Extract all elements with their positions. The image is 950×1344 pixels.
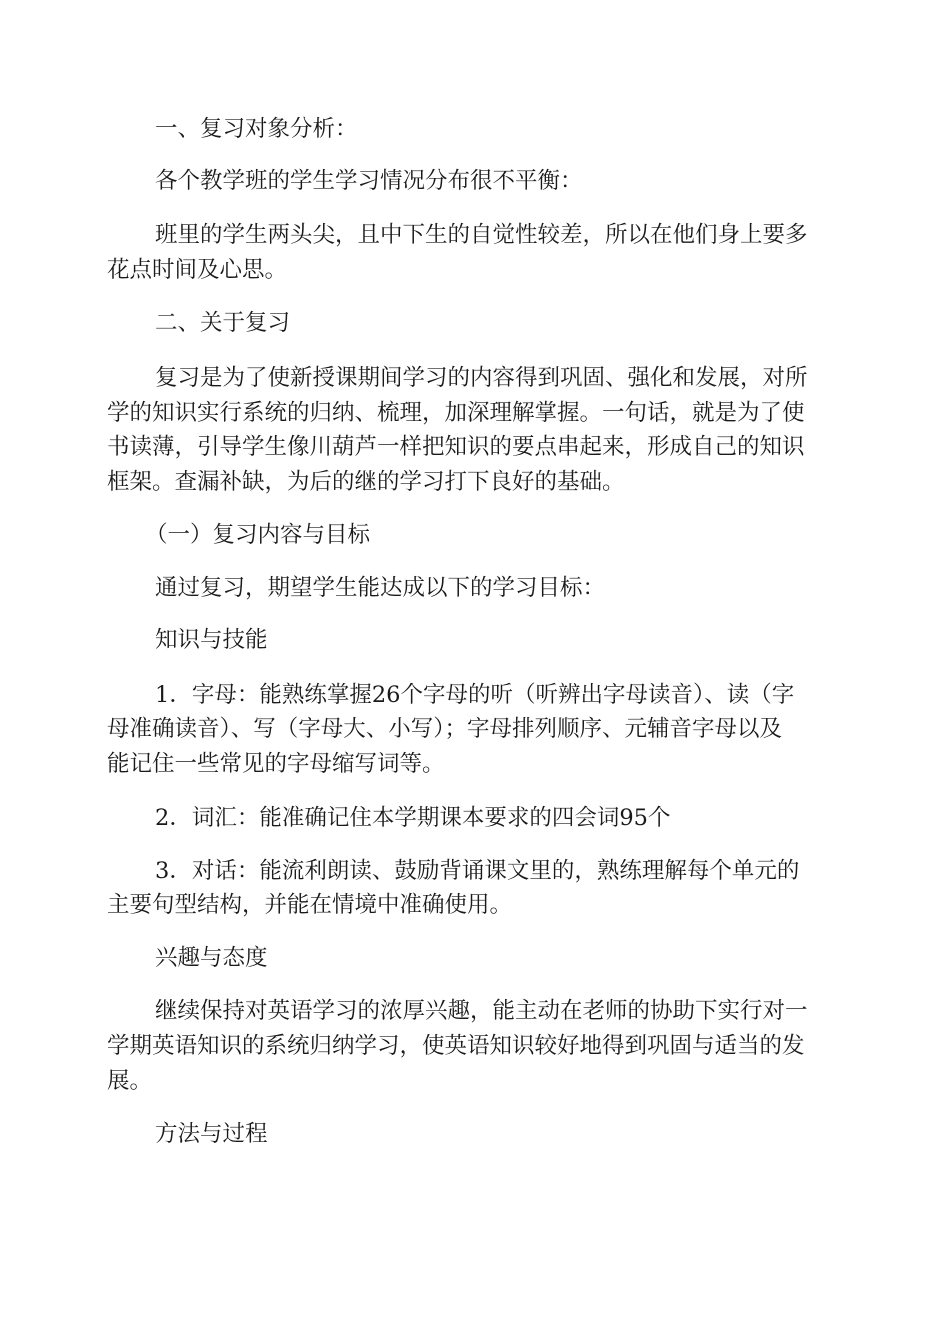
paragraph-line: 花点时间及心思。: [107, 257, 288, 283]
paragraph-line: 主要句型结构，并能在情境中准确使用。: [107, 892, 513, 918]
paragraph-line: 继续保持对英语学习的浓厚兴趣，能主动在老师的协助下实行对一: [155, 998, 808, 1024]
paragraph-line: 书读薄，引导学生像川葫芦一样把知识的要点串起来，形成自己的知识: [107, 434, 805, 460]
paragraph-line: 3．对话：能流利朗读、鼓励背诵课文里的，熟练理解每个单元的: [155, 858, 800, 884]
subheading-method-process: 方法与过程: [155, 1121, 268, 1147]
paragraph-line: 能记住一些常见的字母缩写词等。: [107, 751, 445, 777]
paragraph-line: 班里的学生两头尖，且中下生的自觉性较差，所以在他们身上要多: [155, 222, 808, 248]
subheading-knowledge-skills: 知识与技能: [155, 627, 268, 653]
paragraph-line: 通过复习，期望学生能达成以下的学习目标：: [155, 575, 606, 601]
paragraph-line: 展。: [107, 1068, 153, 1094]
paragraph-line: 学期英语知识的系统归纳学习，使英语知识较好地得到巩固与适当的发: [107, 1033, 805, 1059]
section-heading-about-review: 二、关于复习: [155, 310, 291, 336]
paragraph-line: 框架。查漏补缺，为后的继的学习打下良好的基础。: [107, 469, 625, 495]
paragraph-line: 2．词汇：能准确记住本学期课本要求的四会词95个: [155, 805, 671, 831]
paragraph-line: 各个教学班的学生学习情况分布很不平衡：: [155, 168, 583, 194]
subsection-heading-content-goals: （一）复习内容与目标: [145, 522, 371, 548]
paragraph-line: 母准确读音）、写（字母大、小写）；字母排列顺序、元辅音字母以及: [107, 716, 783, 742]
paragraph-line: 1．字母：能熟练掌握26个字母的听（听辨出字母读音）、读（字: [155, 682, 795, 708]
subheading-interest-attitude: 兴趣与态度: [155, 945, 268, 971]
paragraph-line: 学的知识实行系统的归纳、梳理，加深理解掌握。一句话，就是为了使: [107, 400, 805, 426]
section-heading-review-object: 一、复习对象分析：: [155, 116, 358, 142]
paragraph-line: 复习是为了使新授课期间学习的内容得到巩固、强化和发展，对所: [155, 365, 808, 391]
